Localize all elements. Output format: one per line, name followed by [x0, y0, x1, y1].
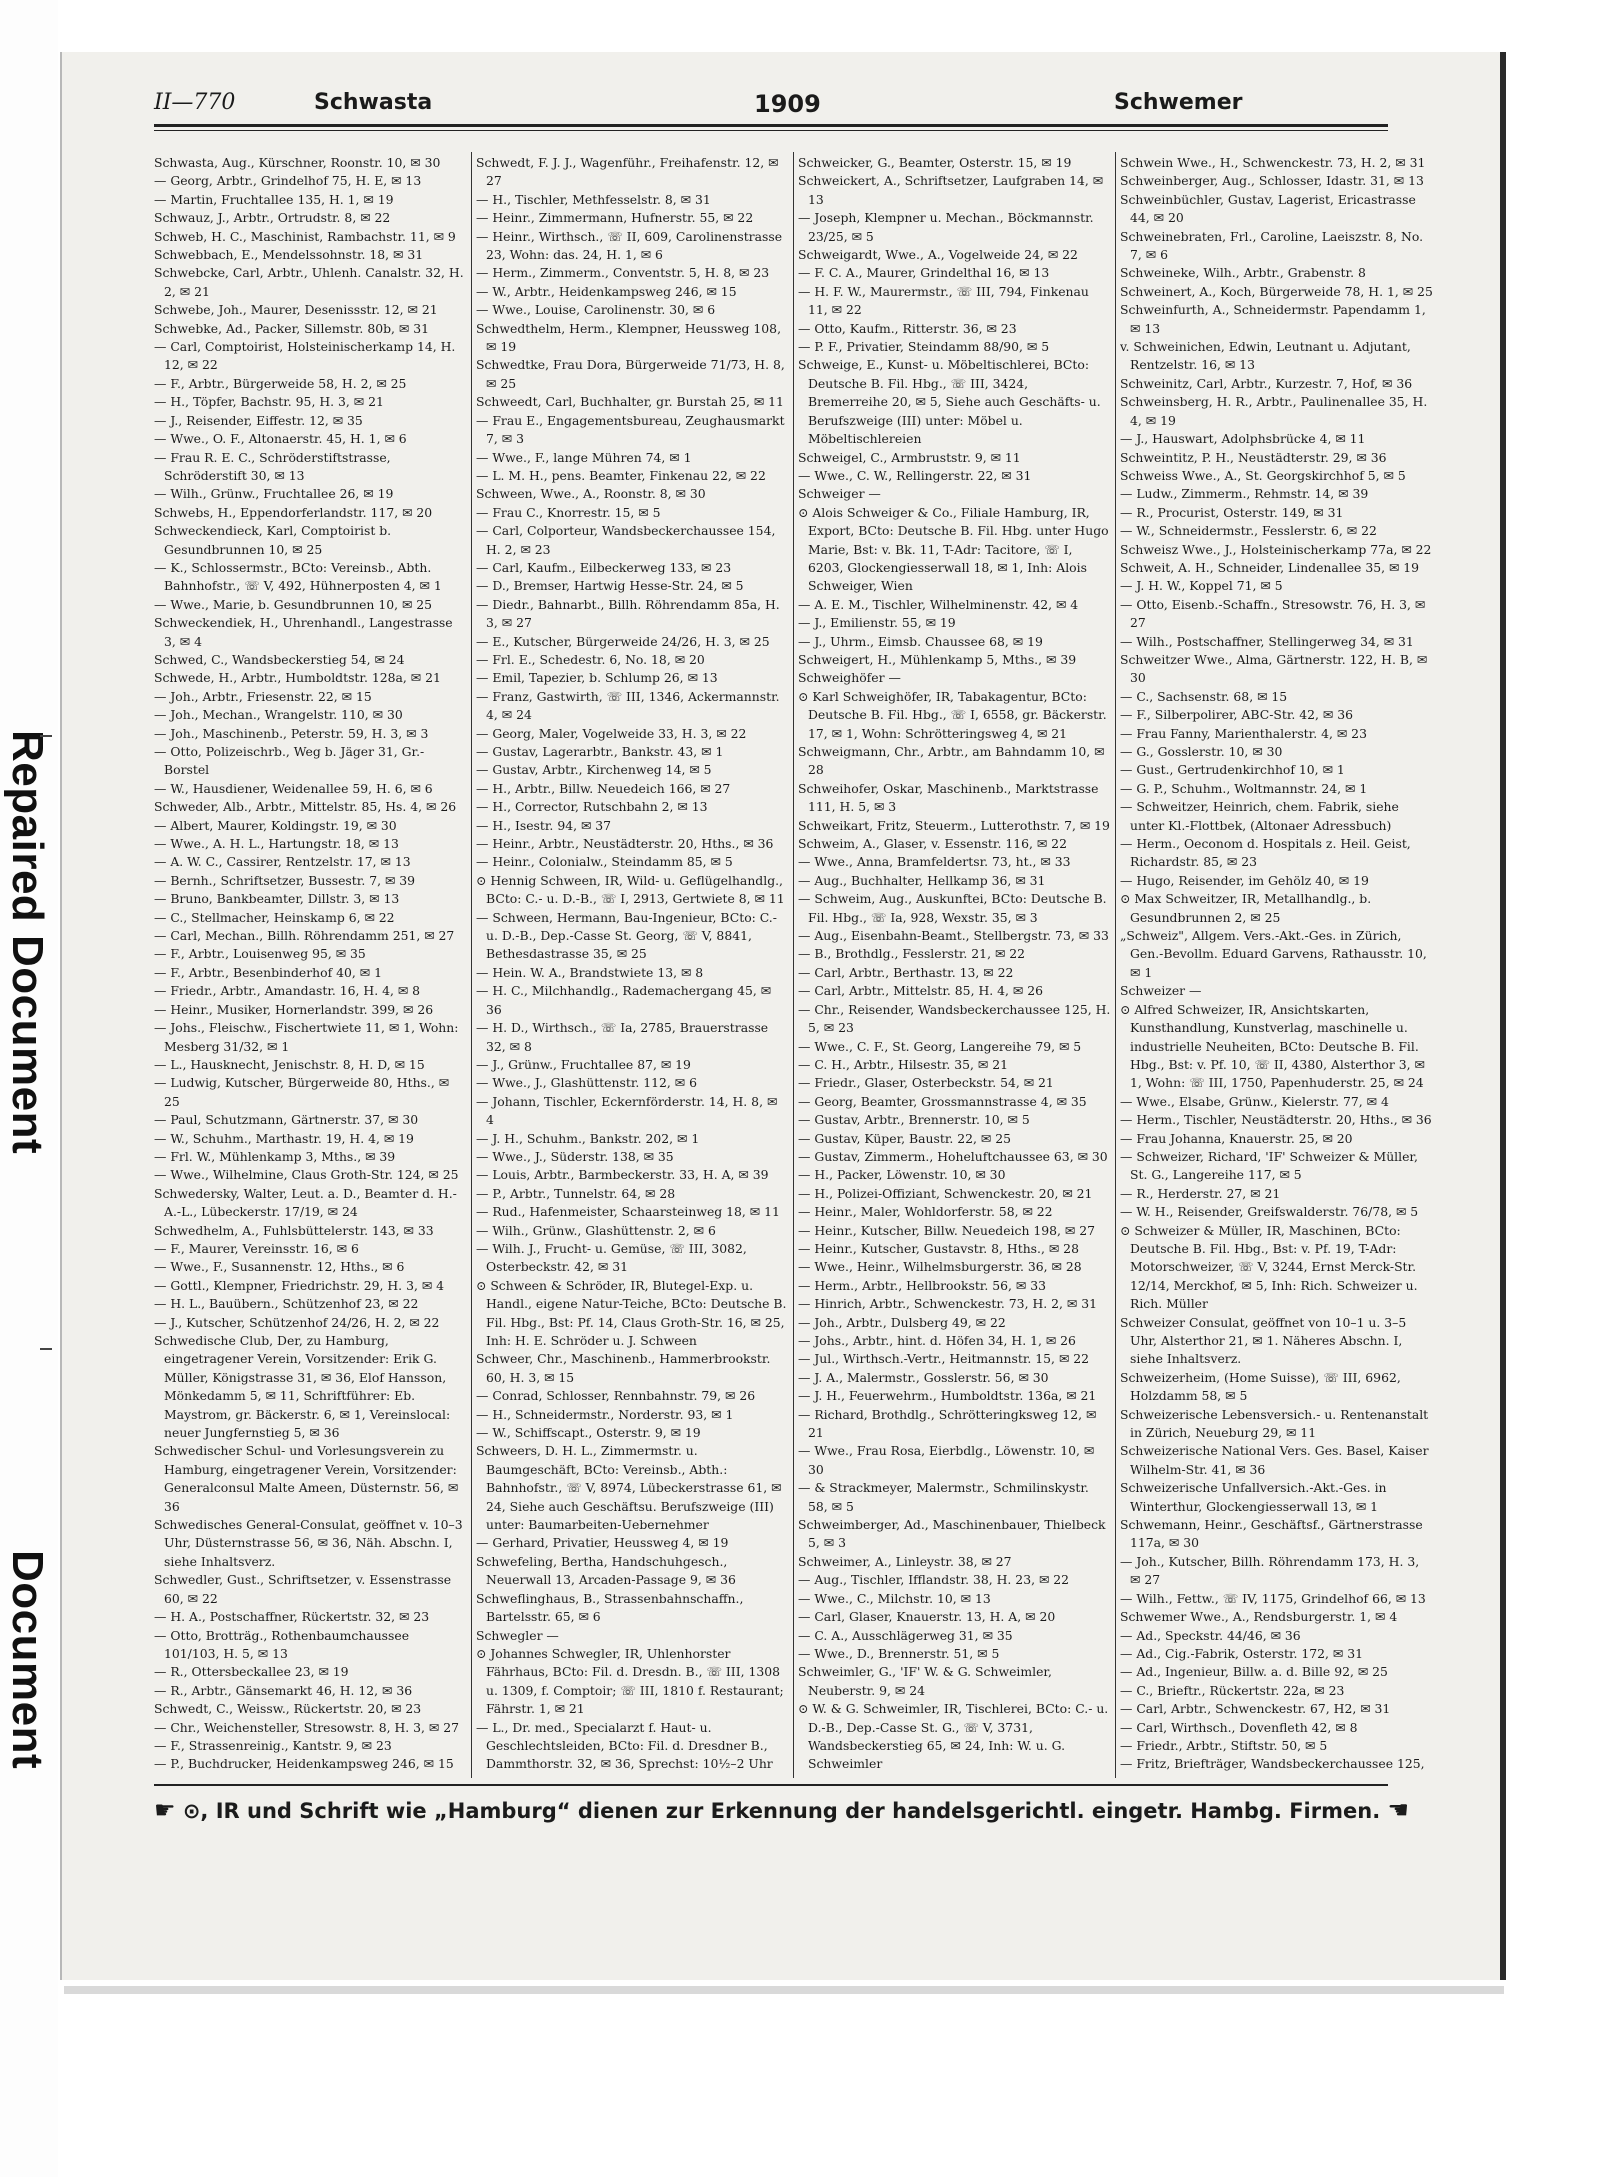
- directory-entry: — Rud., Hafenmeister, Schaarsteinweg 18, ✉ 11: [476, 1204, 780, 1220]
- page-edge: [64, 1986, 1504, 1994]
- directory-entry: — Wwe., Wilhelmine, Claus Groth-Str. 124, ✉ 25: [154, 1167, 459, 1183]
- directory-entry: — Herm., Zimmerm., Conventstr. 5, H. 8, ✉ 23: [476, 265, 770, 281]
- directory-entry: Schweicker, G., Beamter, Osterstr. 15, ✉ 19: [798, 155, 1072, 170]
- directory-entry: — Wwe., F., Susannenstr. 12, Hths., ✉ 6: [154, 1259, 405, 1275]
- directory-entry: — Wwe., J., Süderstr. 138, ✉ 35: [476, 1148, 674, 1164]
- directory-entry: Schwebbach, E., Mendelssohnstr. 18, ✉ 31: [154, 247, 424, 263]
- directory-entry: — L. M. H., pens. Beamter, Finkenau 22, ✉ 22: [476, 467, 766, 483]
- directory-entry: Schweim, A., Glaser, v. Essenstr. 116, ✉ 22: [798, 836, 1067, 852]
- directory-entry: — Gerhard, Privatier, Heussweg 4, ✉ 19: [476, 1535, 729, 1551]
- directory-entry: — Hinrich, Arbtr., Schwenckestr. 73, H. 2, ✉ 31: [798, 1296, 1097, 1312]
- directory-entry: Schweitzer Wwe., Alma, Gärtnerstr. 122, H. B, ✉ 30: [1120, 651, 1428, 686]
- directory-entry: Schweizerheim, (Home Suisse), ☏ III, 6962, Holzdamm 58, ✉ 5: [1120, 1369, 1401, 1404]
- entries-column-4: [1120, 154, 1433, 1774]
- directory-entry: — H., Isestr. 94, ✉ 37: [476, 817, 612, 833]
- directory-entry: — Gustav, Zimmerm., Hoheluftchaussee 63, ✉ 30: [798, 1148, 1108, 1164]
- page-footer: [154, 1796, 1409, 1824]
- directory-entry: — Frl. W., Mühlenkamp 3, Mths., ✉ 39: [154, 1148, 396, 1164]
- directory-entry: ⊙ Schweizer & Müller, IR, Maschinen, BCto: Deutsche B. Fil. Hbg., Bst: v. Pf. 19, T-Adr: Motorschweizer, ☏ V, 3244, Ernst Merck-Str. 12/14, Merckhof, ✉ 5, Inh: Rich. Schweizer u. Rich. Müller: [1120, 1222, 1418, 1312]
- directory-entry: — R., Procurist, Osterstr. 149, ✉ 31: [1120, 504, 1344, 520]
- directory-entry: — J. H., Schuhm., Bankstr. 202, ✉ 1: [476, 1130, 700, 1146]
- footer-note: ⊙, IR und Schrift wie „Hamburg“ dienen zur Erkennung der handelsgerichtl. eingetr. Hambg. Firmen.: [182, 1799, 1381, 1823]
- directory-entry: — Fritz, Briefträger, Wandsbeckerchaussee 125,: [1120, 1756, 1425, 1772]
- directory-entry: — Hugo, Reisender, im Gehölz 40, ✉ 19: [1120, 872, 1369, 888]
- directory-entry: — H. D., Wirthsch., ☏ Ia, 2785, Brauerstrasse 32, ✉ 8: [476, 1020, 769, 1054]
- directory-entry: Schwebe, Joh., Maurer, Desenissstr. 12, ✉ 21: [154, 302, 438, 318]
- directory-entry: — Schween, Hermann, Bau-Ingenieur, BCto: C.- u. D.-B., Dep.-Casse St. Georg, ☏ V, 8841, Bethesdastrasse 35, ✉ 25: [476, 909, 777, 962]
- directory-entry: — G. P., Schuhm., Woltmannstr. 24, ✉ 1: [1120, 780, 1368, 796]
- directory-entry: — F., Arbtr., Besenbinderhof 40, ✉ 1: [154, 964, 382, 980]
- directory-entry: Schwefeling, Bertha, Handschuhgesch., Neuerwall 13, Arcaden-Passage 9, ✉ 36: [476, 1553, 736, 1588]
- directory-entry: — Otto, Kaufm., Ritterstr. 36, ✉ 23: [798, 320, 1017, 336]
- directory-entry: — P., Arbtr., Tunnelstr. 64, ✉ 28: [476, 1185, 676, 1201]
- directory-entry: — C., Stellmacher, Heinskamp 6, ✉ 22: [154, 909, 395, 925]
- directory-entry: — Friedr., Arbtr., Stiftstr. 50, ✉ 5: [1120, 1737, 1328, 1753]
- directory-entry: — Heinr., Arbtr., Neustädterstr. 20, Hths., ✉ 36: [476, 836, 774, 852]
- directory-entry: Schwegler —: [476, 1627, 559, 1643]
- directory-entry: — Carl, Arbtr., Berthastr. 13, ✉ 22: [798, 964, 1014, 980]
- directory-entry: — F., Arbtr., Louisenweg 95, ✉ 35: [154, 946, 366, 962]
- directory-entry: Schweckendiek, H., Uhrenhandl., Langestrasse 3, ✉ 4: [154, 615, 453, 649]
- directory-entry: Schwed, C., Wandsbeckerstieg 54, ✉ 24: [154, 651, 405, 667]
- directory-entry: v. Schweinichen, Edwin, Leutnant u. Adjutant, Rentzelstr. 16, ✉ 13: [1120, 339, 1411, 373]
- directory-entry: — Schweitzer, Heinrich, chem. Fabrik, siehe unter Kl.-Flottbek, (Altonaer Adressbuch): [1120, 799, 1399, 833]
- pointing-hand-icon: ☚: [1387, 1796, 1409, 1824]
- directory-entry: ⊙ Alois Schweiger & Co., Filiale Hamburg, IR, Export, BCto: Deutsche B. Fil. Hbg. unter Hugo Marie, Bst: v. Bk. 11, T-Adr: Tacitore, ☏ I, 6203, Glockengiesserwall 18, ✉ 1, Inh: Alois Schweiger, Wien: [798, 504, 1109, 594]
- directory-entry: — Franz, Gastwirth, ☏ III, 1346, Ackermannstr. 4, ✉ 24: [476, 688, 780, 723]
- directory-entry: — Wwe., C. F., St. Georg, Langereihe 79, ✉ 5: [798, 1038, 1082, 1054]
- directory-entry: — Wilh., Fettw., ☏ IV, 1175, Grindelhof 66, ✉ 13: [1120, 1590, 1426, 1606]
- directory-entry: — H., Töpfer, Bachstr. 95, H. 3, ✉ 21: [154, 394, 384, 410]
- directory-entry: — P., Buchdrucker, Heidenkampsweg 246, ✉ 15: [154, 1756, 454, 1772]
- header-rule-thin: [154, 130, 1388, 131]
- directory-entry: — H., Packer, Löwenstr. 10, ✉ 30: [798, 1167, 1006, 1183]
- directory-entry: Schweckendieck, Karl, Comptoirist b. Gesundbrunnen 10, ✉ 25: [154, 523, 392, 557]
- header-last-entry: Schwemer: [1114, 90, 1243, 115]
- directory-entry: — Carl, Kaufm., Eilbeckerweg 133, ✉ 23: [476, 559, 732, 575]
- directory-entry: — H. F. W., Maurermstr., ☏ III, 794, Finkenau 11, ✉ 22: [798, 283, 1089, 318]
- directory-entry: Schweige, E., Kunst- u. Möbeltischlerei, BCto: Deutsche B. Fil. Hbg., ☏ III, 3424, Bremerreihe 20, ✉ 5, Siehe auch Geschäfts- u. Berufszweige (III) unter: Möbel u. Möbeltischlereien: [798, 357, 1101, 447]
- directory-entry: Schwedisches General-Consulat, geöffnet v. 10–3 Uhr, Düsternstrasse 56, ✉ 36, Näh. Abschn. I, siehe Inhaltsverz.: [154, 1517, 463, 1569]
- directory-entry: — Otto, Polizeischrb., Weg b. Jäger 31, Gr.-Borstel: [154, 744, 425, 778]
- directory-entry: — Georg, Maler, Vogelweide 33, H. 3, ✉ 22: [476, 725, 747, 741]
- directory-entry: ⊙ Hennig Schween, IR, Wild- u. Geflügelhandlg., BCto: C.- u. D.-B., ☏ I, 2913, Gertwiete 8, ✉ 11: [476, 872, 785, 907]
- header-first-entry: Schwasta: [314, 90, 433, 115]
- directory-entry: — Aug., Tischler, Ifflandstr. 38, H. 23, ✉ 22: [798, 1572, 1070, 1588]
- directory-entry: — C. H., Arbtr., Hilsestr. 35, ✉ 21: [798, 1056, 1008, 1072]
- directory-entry: — Wwe., Marie, b. Gesundbrunnen 10, ✉ 25: [154, 596, 433, 612]
- directory-entry: Schweinfurth, A., Schneidermstr. Papendamm 1, ✉ 13: [1120, 302, 1426, 336]
- directory-entry: — A. W. C., Cassirer, Rentzelstr. 17, ✉ 13: [154, 854, 411, 870]
- entries-column-1: [154, 154, 467, 1774]
- directory-entry: — L., Dr. med., Specialarzt f. Haut- u. Geschlechtsleiden, BCto: Fil. d. Dresdner B., Dammthorstr. 32, ✉ 36, Sprechst: 10½–2 Uhr: [476, 1719, 773, 1772]
- directory-entry: Schweizer —: [1120, 983, 1202, 999]
- side-watermark: [3, 730, 52, 1770]
- directory-entry: Schween, Wwe., A., Roonstr. 8, ✉ 30: [476, 486, 706, 502]
- directory-entry: Schwedtke, Frau Dora, Bürgerweide 71/73, H. 8, ✉ 25: [476, 357, 785, 391]
- directory-entry: Schwedthelm, Herm., Klempner, Heussweg 108, ✉ 19: [476, 320, 782, 355]
- column-divider: [1115, 152, 1116, 1778]
- directory-entry: — Paul, Schutzmann, Gärtnerstr. 37, ✉ 30: [154, 1112, 419, 1128]
- directory-entry: ⊙ Schween & Schröder, IR, Blutegel-Exp. u. Handl., eigene Natur-Teiche, BCto: Deutsche B. Fil. Hbg., Bst: Pf. 14, Claus Groth-Str. 16, ✉ 25, Inh: H. E. Schröder u. J. Schween: [476, 1277, 787, 1348]
- directory-entry: Schweiss Wwe., A., St. Georgskirchhof 5, ✉ 5: [1120, 467, 1406, 483]
- directory-entry: Schwein Wwe., H., Schwenckestr. 73, H. 2, ✉ 31: [1120, 155, 1426, 170]
- directory-entry: ⊙ Alfred Schweizer, IR, Ansichtskarten, Kunsthandlung, Kunstverlag, maschinelle u. industrielle Neuheiten, BCto: Deutsche B. Fil. Hbg., Bst: v. Pf. 10, ☏ II, 4380, Alsterthor 3, ✉ 1, Wohn: ☏ III, 1750, Papenhuderstr. 25, ✉ 24: [1120, 1001, 1425, 1091]
- directory-page: [60, 52, 1506, 1980]
- directory-entry: — Richard, Brothdlg., Schrötteringksweg 12, ✉ 21: [798, 1406, 1097, 1441]
- directory-entry: — Wilh., Grünw., Glashüttenstr. 2, ✉ 6: [476, 1222, 716, 1238]
- directory-entry: — R., Ottersbeckallee 23, ✉ 19: [154, 1664, 349, 1680]
- directory-entry: — Schweizer, Richard, 'IF' Schweizer & Müller, St. G., Langereihe 117, ✉ 5: [1120, 1148, 1418, 1183]
- directory-entry: — F., Maurer, Vereinsstr. 16, ✉ 6: [154, 1240, 359, 1256]
- directory-entry: — Louis, Arbtr., Barmbeckerstr. 33, H. A, ✉ 39: [476, 1167, 769, 1183]
- directory-entry: — Gust., Gertrudenkirchhof 10, ✉ 1: [1120, 762, 1345, 778]
- page-header: [154, 90, 1388, 124]
- pointing-hand-icon: ☛: [154, 1796, 176, 1824]
- directory-entry: — Chr., Reisender, Wandsbeckerchaussee 125, H. 5, ✉ 23: [798, 1001, 1111, 1036]
- directory-entry: Schweinitz, Carl, Arbtr., Kurzestr. 7, Hof, ✉ 36: [1120, 375, 1413, 391]
- directory-entry: Schweickert, A., Schriftsetzer, Laufgraben 14, ✉ 13: [798, 173, 1104, 207]
- directory-entry: — Wwe., Elsabe, Grünw., Kielerstr. 77, ✉ 4: [1120, 1093, 1389, 1109]
- directory-entry: — J. A., Malermstr., Gosslerstr. 56, ✉ 30: [798, 1369, 1049, 1385]
- directory-entry: — Wwe., D., Brennerstr. 51, ✉ 5: [798, 1645, 1000, 1661]
- directory-entry: — Heinr., Kutscher, Billw. Neuedeich 198, ✉ 27: [798, 1222, 1095, 1238]
- directory-entry: — Wwe., F., lange Mühren 74, ✉ 1: [476, 449, 692, 465]
- directory-entry: Schweers, D. H. L., Zimmermstr. u. Baumgeschäft, BCto: Vereinsb., Abth.: Bahnhofstr., ☏ V, 8974, Lübeckerstrasse 61, ✉ 24, Siehe auch Geschäftsu. Berufszweige (III) unter: Baumarbeiten-Uebernehmer: [476, 1443, 782, 1533]
- directory-entry: — Frau Fanny, Marienthalerstr. 4, ✉ 23: [1120, 725, 1367, 741]
- directory-entry: — J. H. W., Koppel 71, ✉ 5: [1120, 578, 1283, 594]
- binding-strip: [0, 0, 58, 2177]
- directory-entry: Schweizerische National Vers. Ges. Basel, Kaiser Wilhelm-Str. 41, ✉ 36: [1120, 1443, 1429, 1477]
- directory-entry: — Ludw., Zimmerm., Rehmstr. 14, ✉ 39: [1120, 486, 1369, 502]
- directory-entry: — Ad., Ingenieur, Billw. a. d. Bille 92, ✉ 25: [1120, 1664, 1388, 1680]
- directory-entry: — Albert, Maurer, Koldingstr. 19, ✉ 30: [154, 817, 397, 833]
- directory-entry: — F., Strassenreinig., Kantstr. 9, ✉ 23: [154, 1737, 392, 1753]
- directory-entry: Schwedischer Schul- und Vorlesungsverein zu Hamburg, eingetragener Verein, Vorsitzender: Generalconsul Malte Ameen, Düsternstr. 56, ✉ 36: [154, 1443, 459, 1514]
- directory-entry: — Bernh., Schriftsetzer, Bussestr. 7, ✉ 39: [154, 872, 416, 888]
- directory-entry: — Chr., Weichensteller, Stresowstr. 8, H. 3, ✉ 27: [154, 1719, 460, 1735]
- directory-entry: Schweinsberg, H. R., Arbtr., Paulinenallee 35, H. 4, ✉ 19: [1120, 394, 1428, 428]
- entries-column-3: [798, 154, 1111, 1774]
- column-divider: [793, 152, 794, 1778]
- directory-entry: — & Strackmeyer, Malermstr., Schmilinskystr. 58, ✉ 5: [798, 1480, 1089, 1514]
- directory-entry: — Wwe., Louise, Carolinenstr. 30, ✉ 6: [476, 302, 716, 318]
- directory-entry: Schweb, H. C., Maschinist, Rambachstr. 11, ✉ 9: [154, 228, 456, 244]
- directory-entry: Schweder, Alb., Arbtr., Mittelstr. 85, Hs. 4, ✉ 26: [154, 799, 457, 815]
- directory-entry: — R., Herderstr. 27, ✉ 21: [1120, 1185, 1281, 1201]
- column-divider: [471, 152, 472, 1778]
- directory-entry: ⊙ Karl Schweighöfer, IR, Tabakagentur, BCto: Deutsche B. Fil. Hbg., ☏ I, 6558, gr. Bäckerstr. 17, ✉ 1, Wohn: Schrötteringsweg 4, ✉ 21: [798, 688, 1107, 741]
- directory-entry: Schweihofer, Oskar, Maschinenb., Marktstrasse 111, H. 5, ✉ 3: [798, 780, 1099, 815]
- directory-entry: — Martin, Fruchtallee 135, H. 1, ✉ 19: [154, 191, 394, 207]
- directory-entry: — W., Arbtr., Heidenkampsweg 246, ✉ 15: [476, 283, 737, 299]
- directory-entry: — Wwe., C. W., Rellingerstr. 22, ✉ 31: [798, 467, 1032, 483]
- directory-entry: — P. F., Privatier, Steindamm 88/90, ✉ 5: [798, 339, 1050, 355]
- directory-entry: — Emil, Tapezier, b. Schlump 26, ✉ 13: [476, 670, 718, 686]
- directory-entry: — K., Schlossermstr., BCto: Vereinsb., Abth. Bahnhofstr., ☏ V, 492, Hühnerposten 4, ✉ 1: [154, 559, 442, 594]
- directory-entry: — Joh., Arbtr., Dulsberg 49, ✉ 22: [798, 1314, 1006, 1330]
- directory-entry: Schwede, H., Arbtr., Humboldtstr. 128a, ✉ 21: [154, 670, 441, 686]
- directory-entry: — H. A., Postschaffner, Rückertstr. 32, ✉ 23: [154, 1609, 430, 1625]
- directory-entry: — Hein. W. A., Brandstwiete 13, ✉ 8: [476, 964, 704, 980]
- directory-entry: — Wwe., C., Milchstr. 10, ✉ 13: [798, 1590, 991, 1606]
- directory-entry: — Frau C., Knorrestr. 15, ✉ 5: [476, 504, 661, 520]
- directory-entry: — W., Schneidermstr., Fesslerstr. 6, ✉ 22: [1120, 523, 1377, 539]
- directory-entry: ⊙ Max Schweitzer, IR, Metallhandlg., b. Gesundbrunnen 2, ✉ 25: [1120, 891, 1372, 925]
- directory-entry: — Herm., Arbtr., Hellbrookstr. 56, ✉ 33: [798, 1277, 1046, 1293]
- directory-entry: — Carl, Glaser, Knauerstr. 13, H. A, ✉ 20: [798, 1609, 1056, 1625]
- directory-entry: Schwasta, Aug., Kürschner, Roonstr. 10, ✉ 30: [154, 155, 441, 170]
- directory-entry: — Heinr., Musiker, Hornerlandstr. 399, ✉ 26: [154, 1001, 434, 1017]
- directory-entry: — Georg, Arbtr., Grindelhof 75, H. E, ✉ 13: [154, 173, 422, 189]
- directory-entry: — Joh., Mechan., Wrangelstr. 110, ✉ 30: [154, 707, 403, 723]
- directory-entry: Schweit, A. H., Schneider, Lindenallee 35, ✉ 19: [1120, 559, 1420, 575]
- directory-entry: — D., Bremser, Hartwig Hesse-Str. 24, ✉ 5: [476, 578, 744, 594]
- directory-entry: — Joseph, Klempner u. Mechan., Böckmannstr. 23/25, ✉ 5: [798, 210, 1094, 244]
- cut-mark: [40, 1348, 52, 1350]
- directory-entry: — H. C., Milchhandlg., Rademachergang 45, ✉ 36: [476, 983, 772, 1017]
- directory-entry: Schwedler, Gust., Schriftsetzer, v. Essenstrasse 60, ✉ 22: [154, 1572, 452, 1606]
- directory-entry: Schweflinghaus, B., Strassenbahnschaffn., Bartelsstr. 65, ✉ 6: [476, 1590, 744, 1625]
- directory-entry: — J., Hauswart, Adolphsbrücke 4, ✉ 11: [1120, 431, 1366, 447]
- directory-entry: — Otto, Eisenb.-Schaffn., Stresowstr. 76, H. 3, ✉ 27: [1120, 596, 1426, 631]
- directory-entry: — Carl, Mechan., Billh. Röhrendamm 251, ✉ 27: [154, 928, 455, 944]
- directory-entry: — H., Polizei-Offiziant, Schwenckestr. 20, ✉ 21: [798, 1185, 1093, 1201]
- directory-entry: — Schweim, Aug., Auskunftei, BCto: Deutsche B. Fil. Hbg., ☏ Ia, 928, Wexstr. 35, ✉ 3: [798, 891, 1107, 925]
- directory-entry: — Frau E., Engagementsbureau, Zeughausmarkt 7, ✉ 3: [476, 412, 785, 447]
- directory-entry: Schweinbüchler, Gustav, Lagerist, Ericastrasse 44, ✉ 20: [1120, 191, 1416, 226]
- directory-entry: — G., Gosslerstr. 10, ✉ 30: [1120, 744, 1283, 759]
- directory-entry: — Joh., Arbtr., Friesenstr. 22, ✉ 15: [154, 688, 372, 704]
- directory-entry: — Johann, Tischler, Eckernförderstr. 14, H. 8, ✉ 4: [476, 1093, 778, 1128]
- directory-entry: — Heinr., Zimmermann, Hufnerstr. 55, ✉ 22: [476, 210, 754, 226]
- directory-entry: Schwedt, C., Weissw., Rückertstr. 20, ✉ 23: [154, 1701, 422, 1717]
- directory-entry: Schwauz, J., Arbtr., Ortrudstr. 8, ✉ 22: [154, 210, 391, 226]
- directory-entry: — Wwe., O. F., Altonaerstr. 45, H. 1, ✉ 6: [154, 431, 407, 447]
- directory-entry: — Frau R. E. C., Schröderstiftstrasse, Schröderstift 30, ✉ 13: [154, 449, 391, 483]
- directory-entry: — J., Reisender, Eiffestr. 12, ✉ 35: [154, 412, 363, 428]
- directory-entry: Schweimler, G., 'IF' W. & G. Schweimler, Neuberstr. 9, ✉ 24: [798, 1664, 1052, 1698]
- directory-entry: Schwemer Wwe., A., Rendsburgerstr. 1, ✉ 4: [1120, 1609, 1398, 1625]
- directory-entry: — Gustav, Arbtr., Kirchenweg 14, ✉ 5: [476, 762, 712, 778]
- directory-entry: — J., Emilienstr. 55, ✉ 19: [798, 615, 956, 631]
- directory-entry: Schweikart, Fritz, Steuerm., Lutterothstr. 7, ✉ 19: [798, 817, 1110, 833]
- directory-entry: — Carl, Comptoirist, Holsteinischerkamp 14, H. 12, ✉ 22: [154, 339, 456, 373]
- header-year: 1909: [754, 90, 821, 118]
- entries-column-2: [476, 154, 789, 1774]
- directory-entry: — Heinr., Wirthsch., ☏ II, 609, Carolinenstrasse 23, Wohn: das. 24, H. 1, ✉ 6: [476, 228, 783, 263]
- directory-entry: — Gustav, Arbtr., Brennerstr. 10, ✉ 5: [798, 1112, 1030, 1128]
- directory-entry: — Gustav, Küper, Baustr. 22, ✉ 25: [798, 1130, 1011, 1146]
- directory-entry: — Wwe., Frau Rosa, Eierbdlg., Löwenstr. 10, ✉ 30: [798, 1443, 1095, 1477]
- directory-entry: — Diedr., Bahnarbt., Billh. Röhrendamm 85a, H. 3, ✉ 27: [476, 596, 780, 631]
- directory-entry: — Aug., Buchhalter, Hellkamp 36, ✉ 31: [798, 872, 1046, 888]
- directory-entry: Schwebs, H., Eppendorferlandstr. 117, ✉ 20: [154, 504, 433, 520]
- directory-entry: — R., Arbtr., Gänsemarkt 46, H. 12, ✉ 36: [154, 1682, 413, 1698]
- directory-entry: — L., Hausknecht, Jenischstr. 8, H. D, ✉ 15: [154, 1056, 425, 1072]
- directory-entry: — C. A., Ausschlägerweg 31, ✉ 35: [798, 1627, 1013, 1643]
- header-rule: [154, 124, 1388, 127]
- directory-entry: Schweigert, H., Mühlenkamp 5, Mths., ✉ 39: [798, 651, 1077, 667]
- directory-entry: Schwebcke, Carl, Arbtr., Uhlenh. Canalstr. 32, H. 2, ✉ 21: [154, 265, 464, 299]
- directory-entry: — Ad., Speckstr. 44/46, ✉ 36: [1120, 1627, 1301, 1643]
- directory-entry: Schwedt, F. J. J., Wagenführ., Freihafenstr. 12, ✉ 27: [476, 155, 779, 189]
- directory-entry: — Conrad, Schlosser, Rennbahnstr. 79, ✉ 26: [476, 1388, 756, 1404]
- directory-entry: — Gottl., Klempner, Friedrichstr. 29, H. 3, ✉ 4: [154, 1277, 445, 1293]
- directory-entry: „Schweiz", Allgem. Vers.-Akt.-Ges. in Zürich, Gen.-Bevollm. Eduard Garvens, Rathausstr. 10, ✉ 1: [1120, 928, 1427, 980]
- directory-entry: — H. L., Bauübern., Schützenhof 23, ✉ 22: [154, 1296, 419, 1312]
- directory-entry: — Bruno, Bankbeamter, Dillstr. 3, ✉ 13: [154, 891, 400, 907]
- directory-entry: Schweighöfer —: [798, 670, 901, 686]
- directory-entry: Schweizerische Lebensversich.- u. Rentenanstalt in Zürich, Neueburg 29, ✉ 11: [1120, 1406, 1429, 1441]
- directory-entry: Schwebke, Ad., Packer, Sillemstr. 80b, ✉ 31: [154, 320, 429, 336]
- directory-entry: — Aug., Eisenbahn-Beamt., Stellbergstr. 73, ✉ 33: [798, 928, 1109, 944]
- directory-entry: — Carl, Colporteur, Wandsbeckerchaussee 154, H. 2, ✉ 23: [476, 523, 776, 557]
- directory-entry: — H., Schneidermstr., Norderstr. 93, ✉ 1: [476, 1406, 734, 1422]
- directory-entry: Schweintitz, P. H., Neustädterstr. 29, ✉ 36: [1120, 449, 1387, 465]
- directory-entry: — Johs., Fleischw., Fischertwiete 11, ✉ 1, Wohn: Mesberg 31/32, ✉ 1: [154, 1020, 459, 1054]
- directory-entry: Schweizer Consulat, geöffnet von 10–1 u. 3–5 Uhr, Alsterthor 21, ✉ 1. Näheres Abschn. I, siehe Inhaltsverz.: [1120, 1314, 1407, 1367]
- directory-entry: Schweigmann, Chr., Arbtr., am Bahndamm 10, ✉ 28: [798, 744, 1105, 778]
- directory-entry: — F., Arbtr., Bürgerweide 58, H. 2, ✉ 25: [154, 375, 407, 391]
- directory-entry: — W., Schuhm., Marthastr. 19, H. 4, ✉ 19: [154, 1130, 414, 1146]
- directory-entry: — E., Kutscher, Bürgerweide 24/26, H. 3, ✉ 25: [476, 633, 770, 649]
- directory-entry: — Ad., Cig.-Fabrik, Osterstr. 172, ✉ 31: [1120, 1645, 1364, 1661]
- directory-entry: — Wwe., Anna, Bramfeldertsr. 73, ht., ✉ 33: [798, 854, 1071, 870]
- directory-entry: — Frl. E., Schedestr. 6, No. 18, ✉ 20: [476, 651, 705, 667]
- directory-entry: — Frau Johanna, Knauerstr. 25, ✉ 20: [1120, 1130, 1353, 1146]
- directory-entry: Schweer, Chr., Maschinenb., Hammerbrookstr. 60, H. 3, ✉ 15: [476, 1351, 771, 1385]
- side-text-lower: Document: [3, 1550, 52, 1770]
- directory-entry: — W., Schiffscapt., Osterstr. 9, ✉ 19: [476, 1425, 701, 1441]
- directory-entry: Schweimberger, Ad., Maschinenbauer, Thielbeck 5, ✉ 3: [798, 1517, 1106, 1551]
- directory-entry: — C., Sachsenstr. 68, ✉ 15: [1120, 688, 1288, 704]
- directory-entry: Schwedhelm, A., Fuhlsbüttelerstr. 143, ✉ 33: [154, 1222, 434, 1238]
- directory-entry: — Ludwig, Kutscher, Bürgerweide 80, Hths., ✉ 25: [154, 1075, 450, 1109]
- directory-entry: — Wwe., Heinr., Wilhelmsburgerstr. 36, ✉ 28: [798, 1259, 1082, 1275]
- directory-entry: Schweigardt, Wwe., A., Vogelweide 24, ✉ 22: [798, 247, 1078, 263]
- directory-entry: Schweizerische Unfallversich.-Akt.-Ges. in Winterthur, Glockengiesserwall 13, ✉ 1: [1120, 1480, 1387, 1514]
- directory-entry: — B., Brothdlg., Fesslerstr. 21, ✉ 22: [798, 946, 1026, 962]
- directory-entry: — C., Brieftr., Rückertstr. 22a, ✉ 23: [1120, 1682, 1345, 1698]
- directory-entry: — Herm., Oeconom d. Hospitals z. Heil. Geist, Richardstr. 85, ✉ 23: [1120, 836, 1411, 870]
- directory-entry: — W., Hausdiener, Weidenallee 59, H. 6, ✉ 6: [154, 780, 433, 796]
- directory-entry: Schweedt, Carl, Buchhalter, gr. Burstah 25, ✉ 11: [476, 394, 784, 410]
- directory-entry: Schweigel, C., Armbruststr. 9, ✉ 11: [798, 449, 1021, 465]
- directory-entry: — Joh., Kutscher, Billh. Röhrendamm 173, H. 3, ✉ 27: [1120, 1553, 1420, 1588]
- directory-entry: Schweineke, Wilh., Arbtr., Grabenstr. 8: [1120, 265, 1366, 281]
- directory-entry: — Herm., Tischler, Neustädterstr. 20, Hths., ✉ 36: [1120, 1112, 1432, 1128]
- cut-mark: [40, 735, 52, 737]
- directory-entry: — Carl, Arbtr., Mittelstr. 85, H. 4, ✉ 26: [798, 983, 1043, 999]
- directory-entry: Schweinebraten, Frl., Caroline, Laeiszstr. 8, No. 7, ✉ 6: [1120, 228, 1424, 263]
- directory-entry: ⊙ W. & G. Schweimler, IR, Tischlerei, BCto: C.- u. D.-B., Dep.-Casse St. G., ☏ V, 3731, Wandsbeckerstieg 65, ✉ 24, Inh: W. u. G. Schweimler: [798, 1701, 1109, 1772]
- directory-entry: — J., Grünw., Fruchtallee 87, ✉ 19: [476, 1056, 691, 1072]
- directory-entry: — W. H., Reisender, Greifswalderstr. 76/78, ✉ 5: [1120, 1204, 1419, 1220]
- directory-entry: — F. C. A., Maurer, Grindelthal 16, ✉ 13: [798, 265, 1050, 281]
- directory-entry: — Wwe., J., Glashüttenstr. 112, ✉ 6: [476, 1075, 697, 1091]
- directory-entry: Schweinberger, Aug., Schlosser, Idastr. 31, ✉ 13: [1120, 173, 1424, 189]
- directory-entry: — Heinr., Colonialw., Steindamm 85, ✉ 5: [476, 854, 733, 870]
- directory-entry: — Carl, Wirthsch., Dovenfleth 42, ✉ 8: [1120, 1719, 1358, 1735]
- directory-entry: — Jul., Wirthsch.-Vertr., Heitmannstr. 15, ✉ 22: [798, 1351, 1090, 1367]
- page-number: II—770: [154, 90, 236, 115]
- directory-entry: Schweinert, A., Koch, Bürgerweide 78, H. 1, ✉ 25: [1120, 283, 1433, 299]
- directory-entry: ⊙ Johannes Schwegler, IR, Uhlenhorster Fährhaus, BCto: Fil. d. Dresdn. B., ☏ III, 1308 u. 1309, f. Comptoir; ☏ III, 1810 f. Restaurant; Fährstr. 1, ✉ 21: [476, 1645, 784, 1717]
- directory-entry: — Gustav, Lagerarbtr., Bankstr. 43, ✉ 1: [476, 744, 724, 759]
- directory-entry: — H., Tischler, Methfesselstr. 8, ✉ 31: [476, 191, 711, 207]
- directory-entry: — Georg, Beamter, Grossmannstrasse 4, ✉ 35: [798, 1093, 1087, 1109]
- directory-entry: Schweimer, A., Linleystr. 38, ✉ 27: [798, 1553, 1012, 1569]
- directory-entry: — J., Kutscher, Schützenhof 24/26, H. 2, ✉ 22: [154, 1314, 440, 1330]
- directory-entry: — Friedr., Glaser, Osterbeckstr. 54, ✉ 21: [798, 1075, 1054, 1091]
- directory-entry: Schwemann, Heinr., Geschäftsf., Gärtnerstrasse 117a, ✉ 30: [1120, 1517, 1423, 1551]
- directory-entry: Schweiger —: [798, 486, 881, 502]
- directory-entry: — Heinr., Kutscher, Gustavstr. 8, Hths., ✉ 28: [798, 1240, 1079, 1256]
- directory-entry: — H., Corrector, Rutschbahn 2, ✉ 13: [476, 799, 708, 815]
- directory-entry: — Heinr., Maler, Wohldorferstr. 58, ✉ 22: [798, 1204, 1053, 1220]
- directory-entry: Schweisz Wwe., J., Holsteinischerkamp 77a, ✉ 22: [1120, 541, 1432, 557]
- directory-entry: — Friedr., Arbtr., Amandastr. 16, H. 4, ✉ 8: [154, 983, 421, 999]
- directory-entry: — J. H., Feuerwehrm., Humboldtstr. 136a, ✉ 21: [798, 1388, 1097, 1404]
- directory-entry: — Johs., Arbtr., hint. d. Höfen 34, H. 1, ✉ 26: [798, 1333, 1076, 1348]
- side-text-upper: Repaired Document: [3, 730, 52, 1155]
- directory-entry: Schwedersky, Walter, Leut. a. D., Beamter d. H.-A.-L., Lübeckerstr. 17/19, ✉ 24: [154, 1185, 457, 1220]
- directory-entry: — Wwe., A. H. L., Hartungstr. 18, ✉ 13: [154, 836, 399, 852]
- directory-entry: — Otto, Brotträg., Rothenbaumchaussee 101/103, H. 5, ✉ 13: [154, 1627, 410, 1661]
- footer-rule: [154, 1784, 1388, 1786]
- directory-entry: — Wilh., Grünw., Fruchtallee 26, ✉ 19: [154, 486, 394, 502]
- directory-entry: — Wilh., Postschaffner, Stellingerweg 34, ✉ 31: [1120, 633, 1414, 649]
- directory-entry: — Carl, Arbtr., Schwenckestr. 67, H2, ✉ 31: [1120, 1701, 1391, 1717]
- directory-entry: Schwedische Club, Der, zu Hamburg, eingetragener Verein, Vorsitzender: Erik G. Müller, Königstrasse 31, ✉ 36, Elof Hansson, Mönkedamm 5, ✉ 11, Schriftführer: Eb. Maystrom, gr. Bäckerstr. 6, ✉ 1, Vereinslocal: neuer Jungfernstieg 5, ✉ 36: [154, 1333, 451, 1441]
- directory-entry: — Joh., Maschinenb., Peterstr. 59, H. 3, ✉ 3: [154, 725, 429, 741]
- directory-entry: — H., Arbtr., Billw. Neuedeich 166, ✉ 27: [476, 780, 731, 796]
- directory-entry: — F., Silberpolirer, ABC-Str. 42, ✉ 36: [1120, 707, 1354, 723]
- directory-entry: — Wilh. J., Frucht- u. Gemüse, ☏ III, 3082, Osterbeckstr. 42, ✉ 31: [476, 1240, 747, 1275]
- directory-entry: — A. E. M., Tischler, Wilhelminenstr. 42, ✉ 4: [798, 596, 1079, 612]
- directory-entry: — J., Uhrm., Eimsb. Chaussee 68, ✉ 19: [798, 633, 1043, 649]
